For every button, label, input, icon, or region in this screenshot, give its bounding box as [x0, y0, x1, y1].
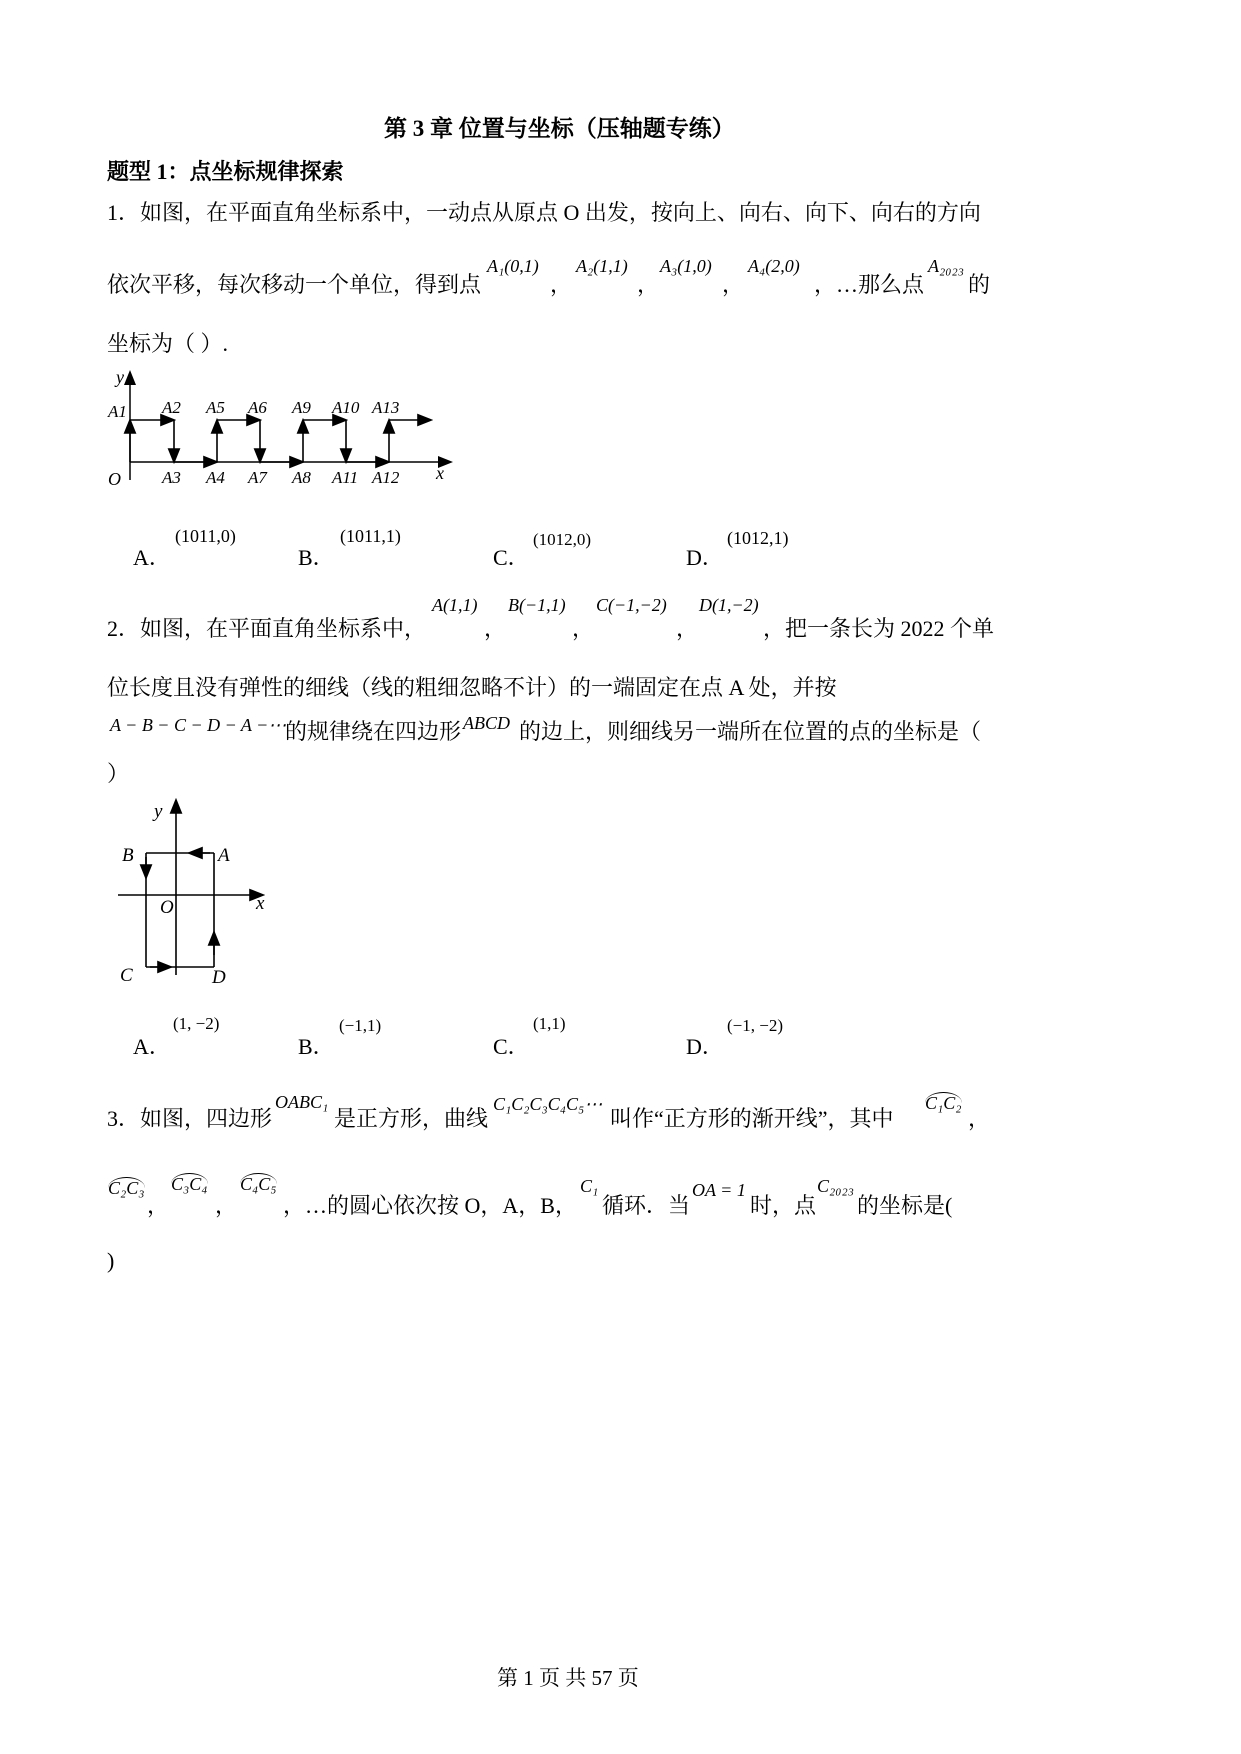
- q1-line2-suffix: ，…那么点: [814, 272, 925, 297]
- q1-label-a2: A2: [162, 398, 181, 417]
- q2-point-c: C(−1,−2): [596, 595, 667, 615]
- q1-label-a5: A5: [206, 398, 225, 417]
- q1-label-a6: A6: [248, 398, 267, 417]
- q1-option-a-value: (1011,0): [175, 526, 236, 546]
- q3-arc-c1c2: C₁C₂: [925, 1093, 962, 1113]
- q1-line2-end: 的: [968, 272, 991, 297]
- q1-point-a3: A₃(1,0): [660, 256, 712, 276]
- q1-label-a7: A7: [248, 468, 267, 487]
- q1-option-c-value: (1012,0): [533, 530, 592, 549]
- q3-line2-end: 的坐标是(: [857, 1193, 953, 1218]
- q1-label-a11: A11: [332, 468, 359, 487]
- q1-option-a-letter[interactable]: A．: [133, 545, 171, 570]
- q2-comma: ，: [572, 616, 595, 641]
- q1-line3: 坐标为（ ）.: [107, 331, 229, 356]
- q2-x-axis-label: x: [256, 893, 265, 914]
- q2-quad: ABCD: [463, 713, 510, 733]
- page-footer: 第 1 页 共 57 页: [497, 1666, 639, 1690]
- q2-line3-mid: 的规律绕在四边形: [285, 719, 462, 744]
- q2-line1-prefix: 2．如图，在平面直角坐标系中，: [107, 616, 427, 641]
- q1-comma: ，: [550, 272, 573, 297]
- q2-line2: 位长度且没有弹性的细线（线的粗细忽略不计）的一端固定在点 A 处，并按: [107, 675, 837, 700]
- q2-sequence: A − B − C − D − A −⋯: [110, 715, 287, 735]
- q2-option-a-letter[interactable]: A．: [133, 1034, 171, 1059]
- q2-line3-suffix: 的边上，则细线另一端所在位置的点的坐标是（: [519, 719, 982, 744]
- q3-arc-c4c5: C₄C₅: [240, 1174, 277, 1194]
- q2-option-b-letter[interactable]: B．: [298, 1034, 335, 1059]
- q1-label-a13: A13: [372, 398, 400, 417]
- q3-line1-mid: 是正方形，曲线: [334, 1106, 489, 1131]
- q3-line3: ): [107, 1248, 115, 1273]
- q2-label-c: C: [120, 965, 133, 986]
- q2-option-a-value: (1, −2): [173, 1014, 220, 1033]
- q2-option-d-letter[interactable]: D．: [686, 1034, 724, 1059]
- q3-quad: OABC₁: [275, 1092, 329, 1112]
- q2-label-b: B: [122, 845, 134, 866]
- q2-origin-label: O: [160, 897, 174, 918]
- q2-option-b-value: (−1,1): [339, 1016, 382, 1035]
- q2-label-a: A: [218, 845, 230, 866]
- q3-line2-mid: ，…的圆心依次按 O，A，B，: [283, 1193, 577, 1218]
- q1-line2-prefix: 依次平移，每次移动一个单位，得到点: [107, 272, 482, 297]
- q3-condition: OA = 1: [692, 1180, 746, 1200]
- q1-label-a3: A3: [162, 468, 181, 487]
- q3-c1: C₁: [580, 1176, 599, 1196]
- section-heading: 题型 1：点坐标规律探索: [107, 159, 344, 184]
- q1-option-b-value: (1011,1): [340, 526, 401, 546]
- q3-curve: C₁C₂C₃C₄C₅⋯: [493, 1094, 603, 1114]
- q1-label-a9: A9: [292, 398, 311, 417]
- q1-origin-label: O: [108, 469, 121, 489]
- q3-line1-end: ，: [968, 1106, 991, 1131]
- q1-option-b-letter[interactable]: B．: [298, 545, 335, 570]
- q1-target: A₂₀₂₃: [928, 256, 965, 276]
- page-title: 第 3 章 位置与坐标（压轴题专练）: [384, 116, 735, 141]
- q3-arc-c2c3: C₂C₃: [108, 1178, 145, 1198]
- q1-option-d-letter[interactable]: D．: [686, 545, 724, 570]
- q3-line1-mid2: 叫作“正方形的渐开线”，其中: [610, 1106, 894, 1131]
- q1-label-a10: A10: [332, 398, 360, 417]
- q1-figure: [100, 365, 460, 495]
- q1-point-a1: A₁(0,1): [487, 256, 539, 276]
- q1-x-axis-label: x: [436, 463, 444, 483]
- q2-figure: [110, 795, 290, 995]
- q1-point-a4: A₄(2,0): [748, 256, 800, 276]
- q3-comma: ，: [147, 1193, 170, 1218]
- q3-arc-c3c4: C₃C₄: [171, 1174, 208, 1194]
- q2-option-d-value: (−1, −2): [727, 1016, 783, 1035]
- q3-line2-mid3: 时，点: [750, 1193, 817, 1218]
- q2-point-a: A(1,1): [432, 595, 478, 615]
- q2-line1-suffix: ，把一条长为 2022 个单: [763, 616, 995, 641]
- q3-target: C₂₀₂₃: [817, 1176, 855, 1196]
- q1-comma: ，: [722, 272, 745, 297]
- q1-label-a8: A8: [292, 468, 311, 487]
- q1-label-a4: A4: [206, 468, 225, 487]
- q3-line2-mid2: 循环．当: [602, 1193, 691, 1218]
- q1-option-c-letter[interactable]: C．: [493, 545, 530, 570]
- q1-y-axis-label: y: [116, 367, 124, 387]
- q2-option-c-value: (1,1): [533, 1014, 566, 1033]
- q1-comma: ，: [637, 272, 660, 297]
- q1-option-d-value: (1012,1): [727, 528, 789, 548]
- q3-line1-prefix: 3．如图，四边形: [107, 1106, 273, 1131]
- q2-option-c-letter[interactable]: C．: [493, 1034, 530, 1059]
- q1-line1: 1．如图，在平面直角坐标系中，一动点从原点 O 出发，按向上、向右、向下、向右的方向: [107, 200, 981, 225]
- q1-label-a12: A12: [372, 468, 400, 487]
- q2-comma: ，: [676, 616, 699, 641]
- q2-comma: ，: [484, 616, 507, 641]
- q2-y-axis-label: y: [154, 801, 163, 822]
- q1-point-a2: A₂(1,1): [576, 256, 628, 276]
- q2-line4: ）: [107, 761, 130, 786]
- q1-label-a1: A1: [108, 402, 127, 421]
- q3-comma: ，: [215, 1193, 238, 1218]
- q2-point-b: B(−1,1): [508, 595, 566, 615]
- q2-label-d: D: [212, 967, 226, 988]
- q2-point-d: D(1,−2): [699, 595, 759, 615]
